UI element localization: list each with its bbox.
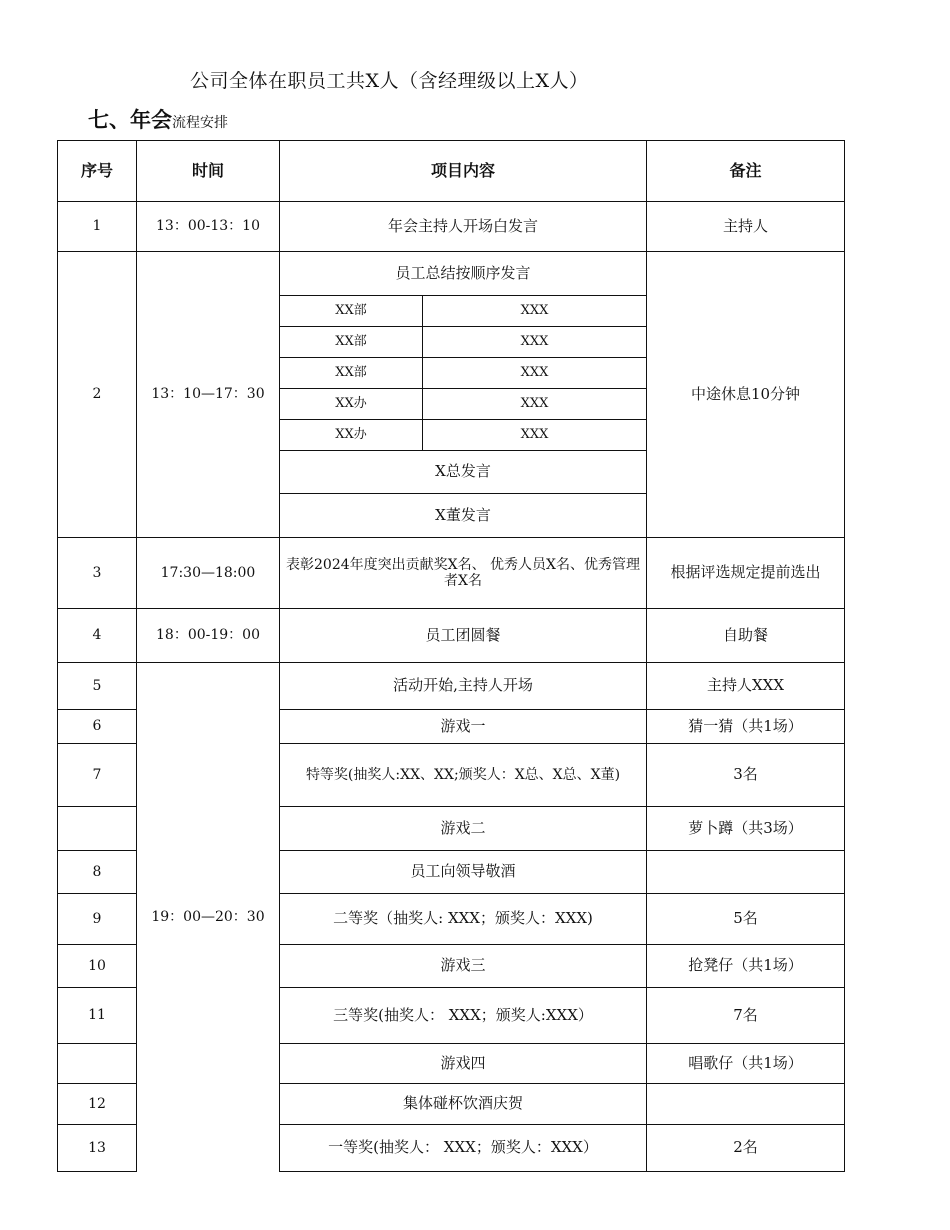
section-title-main: 七、年会 — [88, 108, 172, 132]
headcount-line: 公司全体在职员工共X人（含经理级以上X人） — [190, 70, 589, 92]
row-no: 2 — [58, 252, 137, 538]
row-no: 1 — [58, 202, 137, 252]
department-name: XX部 — [280, 327, 423, 358]
row-no: 6 — [58, 710, 137, 744]
header-note: 备注 — [647, 141, 845, 202]
row-content: 游戏三 — [280, 945, 647, 988]
department-name: XX办 — [280, 420, 423, 451]
row-time: 17:30—18:00 — [137, 538, 280, 609]
row-note — [647, 1084, 845, 1125]
department-name: XX办 — [280, 389, 423, 420]
department-speaker: XXX — [423, 327, 647, 358]
header-content: 项目内容 — [280, 141, 647, 202]
row-note: 猜一猜（共1场） — [647, 710, 845, 744]
row-no: 10 — [58, 945, 137, 988]
header-no: 序号 — [58, 141, 137, 202]
department-speaker: XXX — [423, 296, 647, 327]
table-row — [58, 609, 845, 663]
row-time: 18：00-19：00 — [137, 609, 280, 663]
department-speaker: XXX — [423, 358, 647, 389]
row-time: 13：00-13：10 — [137, 202, 280, 252]
row-content: 二等奖（抽奖人: XXX；颁奖人：XXX) — [280, 894, 647, 945]
row-no: 7 — [58, 744, 137, 807]
row-note: 2名 — [647, 1125, 845, 1172]
row-content: 游戏一 — [280, 710, 647, 744]
table-row — [58, 202, 845, 252]
row-content: 游戏二 — [280, 807, 647, 851]
row-content: 一等奖(抽奖人： XXX；颁奖人：XXX） — [280, 1125, 647, 1172]
table-row — [58, 252, 845, 296]
row-note: 7名 — [647, 988, 845, 1044]
row-note: 主持人 — [647, 202, 845, 252]
row-no: 13 — [58, 1125, 137, 1172]
row-note: 唱歌仔（共1场） — [647, 1044, 845, 1084]
department-speaker: XXX — [423, 389, 647, 420]
row-content: 特等奖(抽奖人:XX、XX;颁奖人：X总、X总、X董) — [280, 744, 647, 807]
section-title-sub: 流程安排 — [172, 115, 228, 131]
row-no: 9 — [58, 894, 137, 945]
row-content: 表彰2024年度突出贡献奖X名、 优秀人员X名、优秀管理者X名 — [280, 538, 647, 609]
row-content: 活动开始,主持人开场 — [280, 663, 647, 710]
row-content: 年会主持人开场白发言 — [280, 202, 647, 252]
department-name: XX部 — [280, 358, 423, 389]
table-row — [58, 663, 845, 710]
row-content: 三等奖(抽奖人： XXX；颁奖人:XXX） — [280, 988, 647, 1044]
row-no — [58, 1044, 137, 1084]
row-no: 8 — [58, 851, 137, 894]
row-note: 3名 — [647, 744, 845, 807]
table-row — [58, 538, 845, 609]
row-note: 抢凳仔（共1场） — [647, 945, 845, 988]
row-note: 萝卜蹲（共3场） — [647, 807, 845, 851]
row-note — [647, 851, 845, 894]
row-no — [58, 807, 137, 851]
row-note: 根据评选规定提前选出 — [647, 538, 845, 609]
row-content: X董发言 — [280, 494, 647, 538]
row-no: 3 — [58, 538, 137, 609]
row-time: 13：10—17：30 — [137, 252, 280, 538]
row-no: 5 — [58, 663, 137, 710]
row-no: 4 — [58, 609, 137, 663]
table-header-row — [58, 141, 845, 202]
department-speaker: XXX — [423, 420, 647, 451]
row-note: 中途休息10分钟 — [647, 252, 845, 538]
row-no: 11 — [58, 988, 137, 1044]
header-time: 时间 — [137, 141, 280, 202]
section-title — [88, 104, 228, 134]
row-note: 自助餐 — [647, 609, 845, 663]
department-name: XX部 — [280, 296, 423, 327]
row-no: 12 — [58, 1084, 137, 1125]
row-note: 主持人XXX — [647, 663, 845, 710]
row-content: 游戏四 — [280, 1044, 647, 1084]
row-content: X总发言 — [280, 451, 647, 494]
row-content: 集体碰杯饮酒庆贺 — [280, 1084, 647, 1125]
row-note: 5名 — [647, 894, 845, 945]
row-content: 员工总结按顺序发言 — [280, 252, 647, 296]
row-time: 19：00—20：30 — [137, 663, 280, 1172]
row-content: 员工向领导敬酒 — [280, 851, 647, 894]
row-content: 员工团圆餐 — [280, 609, 647, 663]
schedule-table — [57, 140, 845, 1172]
